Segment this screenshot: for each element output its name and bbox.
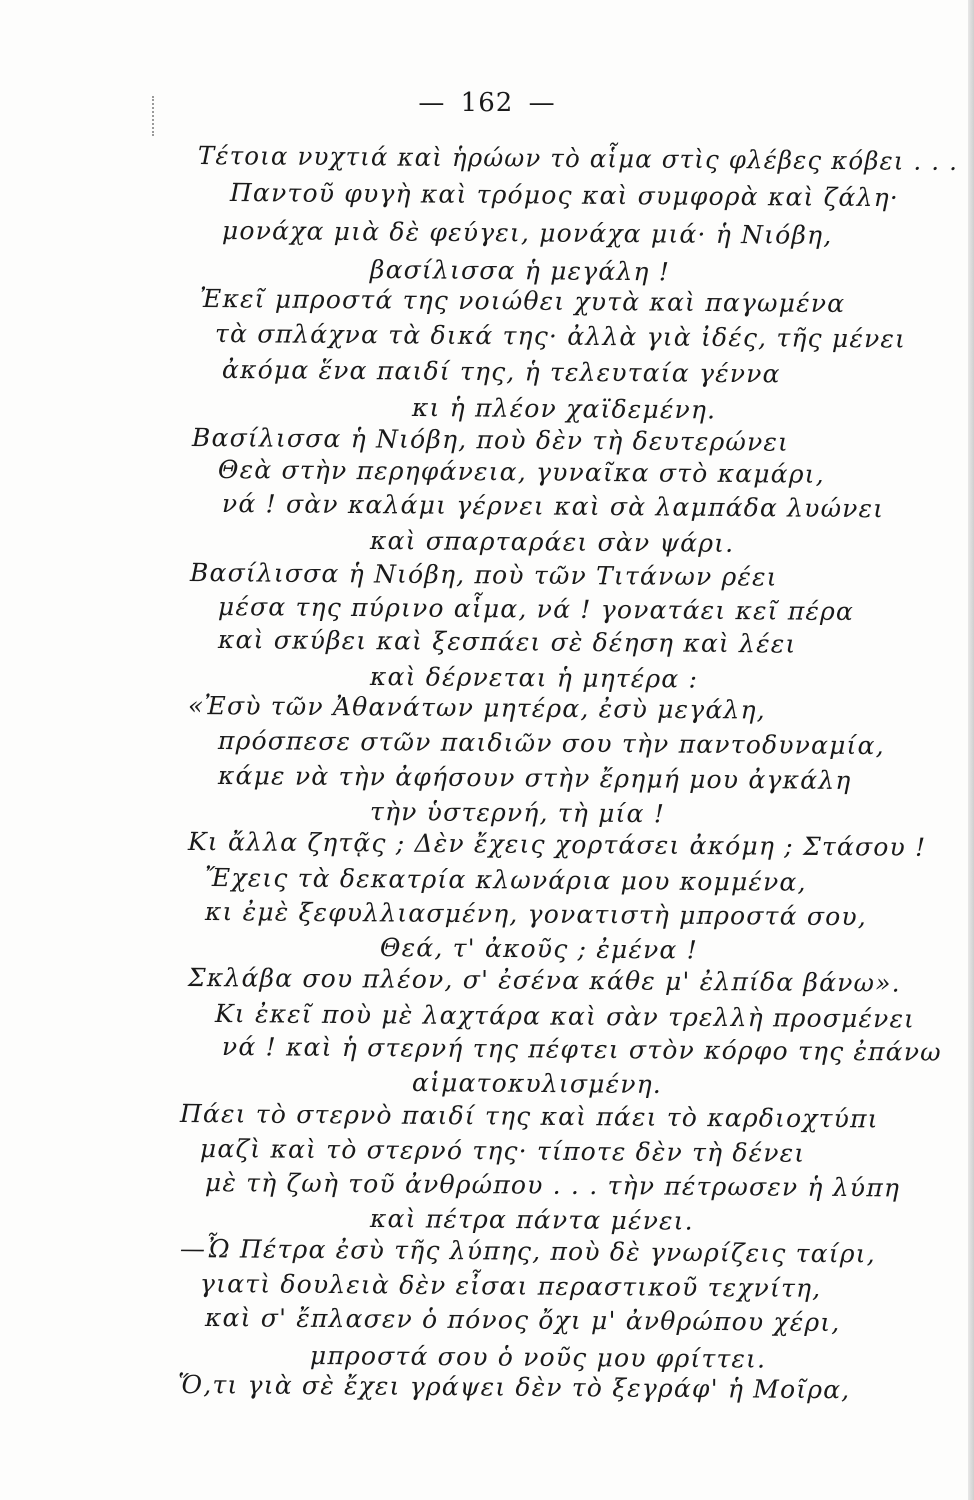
verse-line: μέσα της πύρινο αἷμα, νά ! γονατάει κεῖ πέρα <box>217 592 855 626</box>
verse-line: Πάει τὸ στερνὸ παιδί της καὶ πάει τὸ καρδιοχτύπι <box>179 1099 879 1134</box>
verse-line: μπροστά σου ὁ νοῦς μου φρίττει. <box>309 1341 767 1374</box>
verse-line: μονάχα μιὰ δὲ φεύγει, μονάχα μιά· ἡ Νιόβη, <box>221 216 833 250</box>
verse-line: καὶ σ' ἔπλασεν ὁ πόνος ὄχι μ' ἀνθρώπου χέρι, <box>204 1303 841 1337</box>
verse-line: Σκλάβα σου πλέον, σ' ἐσένα κάθε μ' ἐλπίδα βάνω». <box>187 963 901 998</box>
verse-line: τὴν ὑστερνή, τὴ μία ! <box>369 797 666 829</box>
verse-line: κάμε νὰ τὴν ἀφήσουν στὴν ἔρημή μου ἀγκάλη <box>217 761 852 795</box>
verse-line: τὰ σπλάχνα τὰ δικά της· ἀλλὰ γιὰ ἰδές, τῆς μένει <box>214 319 907 354</box>
verse-line: καὶ σκύβει καὶ ξεσπάει σὲ δέηση καὶ λέει <box>217 625 797 659</box>
verse-line: μαζὶ καὶ τὸ στερνό της· τίποτε δὲν τὴ δένει <box>199 1134 806 1168</box>
verse-line: Βασίλισσα ἡ Νιόβη, ποὺ τῶν Τιτάνων ρέει <box>189 558 778 592</box>
verse-line: Ἔχεις τὰ δεκατρία κλωνάρια μου κομμένα, <box>204 863 807 897</box>
verse-line: κι ἐμὲ ξεφυλλιασμένη, γονατιστὴ μπροστά σου, <box>204 897 868 932</box>
verse-line: νά ! σὰν καλάμι γέρνει καὶ σὰ λαμπάδα λυώνει <box>221 489 885 524</box>
verse-line: καὶ πέτρα πάντα μένει. <box>369 1204 694 1236</box>
verse-line: Βασίλισσα ἡ Νιόβη, ποὺ δὲν τὴ δευτερώνει <box>191 423 790 457</box>
page-number-value: 162 <box>460 88 514 118</box>
verse-line: ἀκόμα ἕνα παιδί της, ἡ τελευταία γέννα <box>221 355 781 389</box>
verse-line: βασίλισσα ἡ μεγάλη ! <box>369 255 671 287</box>
verse-line: πρόσπεσε στῶν παιδιῶν σου τὴν παντοδυναμία, <box>217 726 885 761</box>
verse-line: «Ἐσὺ τῶν Ἀθανάτων μητέρα, ἐσὺ μεγάλη, <box>187 691 766 725</box>
verse-line: Παντοῦ φυγὴ καὶ τρόμος καὶ συμφορὰ καὶ ζάλη· <box>229 178 900 213</box>
verse-line: Τέτοια νυχτιά καὶ ἡρώων τὸ αἷμα στὶς φλέβες κόβει . . . <box>197 141 959 176</box>
verse-line: Θεὰ στὴν περηφάνεια, γυναῖκα στὸ καμάρι, <box>217 455 825 489</box>
verse-line: μὲ τὴ ζωὴ τοῦ ἀνθρώπου . . . τὴν πέτρωσεν ἡ λύπη <box>204 1168 901 1203</box>
verse-line: —Ὦ Πέτρα ἐσὺ τῆς λύπης, ποὺ δὲ γνωρίζεις ταίρι, <box>179 1234 876 1269</box>
verse-line: καὶ σπαρταράει σὰν ψάρι. <box>369 526 735 558</box>
verse-line: Κι ἄλλα ζητᾷς ; Δὲν ἔχεις χορτάσει ἀκόμη ; Στάσου ! <box>187 827 927 862</box>
verse-line: καὶ δέρνεται ἡ μητέρα : <box>369 662 699 694</box>
verse-line: γιατὶ δουλειὰ δὲν εἶσαι περαστικοῦ τεχνίτη, <box>199 1269 822 1303</box>
verse-line: κι ἡ πλέον χαϊδεμένη. <box>411 393 717 425</box>
verse-line: Κι ἐκεῖ ποὺ μὲ λαχτάρα καὶ σὰν τρελλὴ προσμένει <box>214 999 916 1034</box>
verse-line: Ὅ,τι γιὰ σὲ ἔχει γράψει δὲν τὸ ξεγράφ' ἡ Μοῖρα, <box>177 1370 851 1405</box>
verse-line: Ἐκεῖ μπροστά της νοιώθει χυτὰ καὶ παγωμένα <box>199 284 846 319</box>
page-number: — 162 — <box>418 88 556 118</box>
verse-line: αἱματοκυλισμένη. <box>411 1068 663 1099</box>
verse-line: Θεά, τ' ἀκοῦς ; ἐμένα ! <box>379 933 699 965</box>
page-edge-shadow <box>968 0 974 1500</box>
verse-line: νά ! καὶ ἡ στερνή της πέφτει στὸν κόρφο της ἐπάνω <box>221 1032 942 1067</box>
